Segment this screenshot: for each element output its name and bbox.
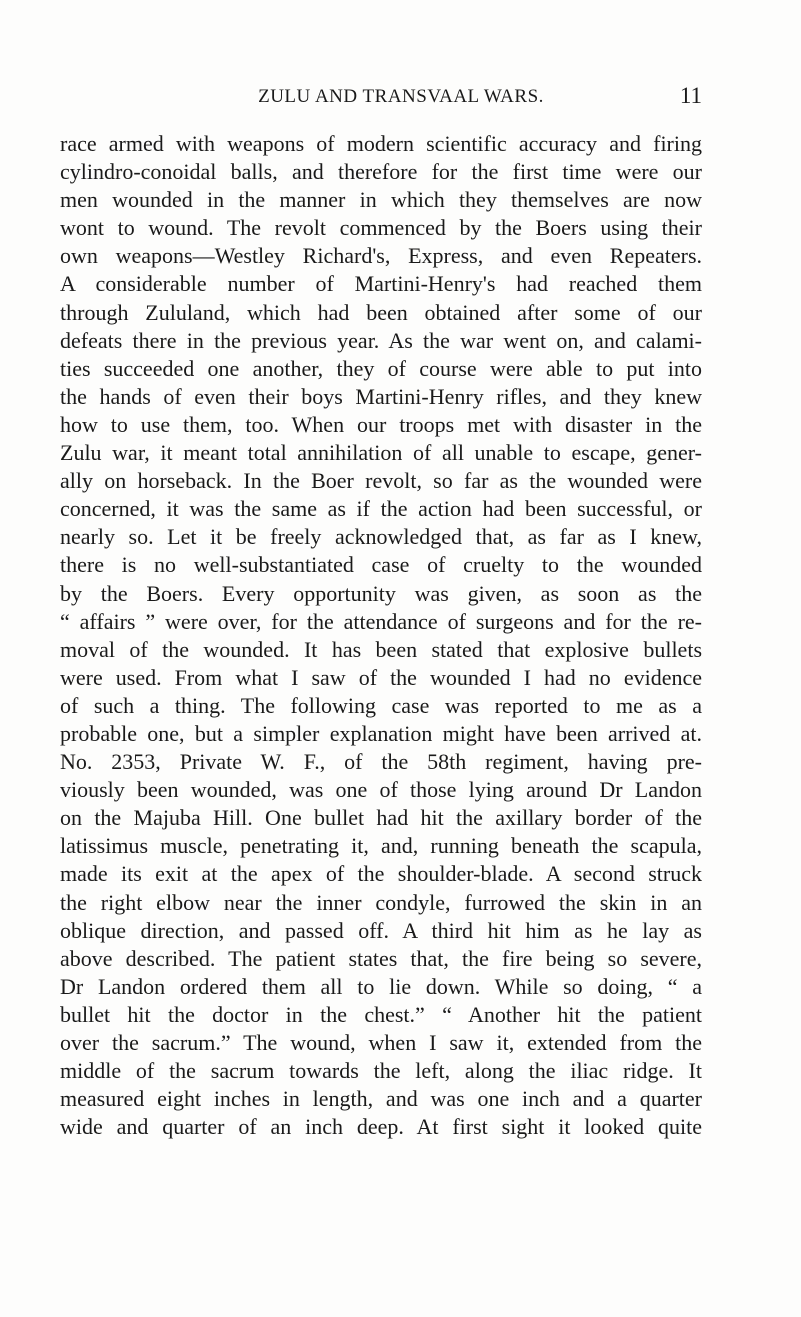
text-line: Dr Landon ordered them all to lie down. While so doing, “ a — [60, 973, 702, 999]
body-paragraph — [60, 130, 702, 1141]
text-line: nearly so. Let it be freely acknowledged that, as far as I knew, — [60, 524, 702, 550]
text-line: wont to wound. The revolt commenced by the Boers using their — [60, 215, 702, 241]
text-line: bullet hit the doctor in the chest.” “ Another hit the patient — [60, 1001, 702, 1027]
text-line: concerned, it was the same as if the action had been successful, or — [60, 496, 702, 522]
text-line: the hands of even their boys Martini-Henry rifles, and they knew — [60, 383, 702, 409]
text-line: wide and quarter of an inch deep. At first sight it looked quite — [60, 1114, 702, 1140]
text-line: men wounded in the manner in which they themselves are now — [60, 187, 702, 213]
text-line: viously been wounded, was one of those lying around Dr Landon — [60, 777, 702, 803]
text-line: defeats there in the previous year. As the war went on, and calami- — [60, 327, 702, 353]
text-line: above described. The patient states that, the fire being so severe, — [60, 945, 702, 971]
text-line: middle of the sacrum towards the left, along the iliac ridge. It — [60, 1058, 702, 1084]
text-line: how to use them, too. When our troops met with disaster in the — [60, 411, 702, 437]
text-line: own weapons—Westley Richard's, Express, and even Repeaters. — [60, 243, 702, 269]
text-line: there is no well-substantiated case of cruelty to the wounded — [60, 552, 702, 578]
running-title: ZULU AND TRANSVAAL WARS. — [258, 86, 544, 107]
text-line: were used. From what I saw of the wounded I had no evidence — [60, 664, 702, 690]
text-line: on the Majuba Hill. One bullet had hit the axillary border of the — [60, 805, 702, 831]
text-line: ties succeeded one another, they of course were able to put into — [60, 355, 702, 381]
text-line: by the Boers. Every opportunity was given, as soon as the — [60, 580, 702, 606]
text-line: the right elbow near the inner condyle, furrowed the skin in an — [60, 889, 702, 915]
text-line: race armed with weapons of modern scientific accuracy and firing — [60, 131, 702, 156]
text-line: ally on horseback. In the Boer revolt, so far as the wounded were — [60, 468, 702, 494]
text-line: A considerable number of Martini-Henry's had reached them — [60, 271, 702, 297]
text-line: through Zululand, which had been obtained after some of our — [60, 299, 702, 325]
page-number: 11 — [679, 83, 702, 108]
text-line: made its exit at the apex of the shoulder-blade. A second struck — [60, 861, 702, 887]
text-line: of such a thing. The following case was reported to me as a — [60, 692, 702, 718]
text-line: “ affairs ” were over, for the attendance of surgeons and for the re- — [60, 608, 702, 634]
text-line: cylindro-conoidal balls, and therefore for the first time were our — [60, 159, 702, 185]
text-line: over the sacrum.” The wound, when I saw it, extended from the — [60, 1030, 702, 1055]
text-line: latissimus muscle, penetrating it, and, running beneath the scapula, — [60, 833, 702, 859]
text-line: probable one, but a simpler explanation might have been arrived at. — [60, 720, 702, 746]
text-line: Zulu war, it meant total annihilation of all unable to escape, gener- — [60, 440, 702, 466]
running-head — [60, 83, 702, 116]
text-line: measured eight inches in length, and was one inch and a quarter — [60, 1086, 702, 1112]
text-line: moval of the wounded. It has been stated that explosive bullets — [60, 636, 702, 662]
text-line: oblique direction, and passed off. A third hit him as he lay as — [60, 917, 702, 943]
text-line: No. 2353, Private W. F., of the 58th regiment, having pre- — [60, 749, 702, 775]
